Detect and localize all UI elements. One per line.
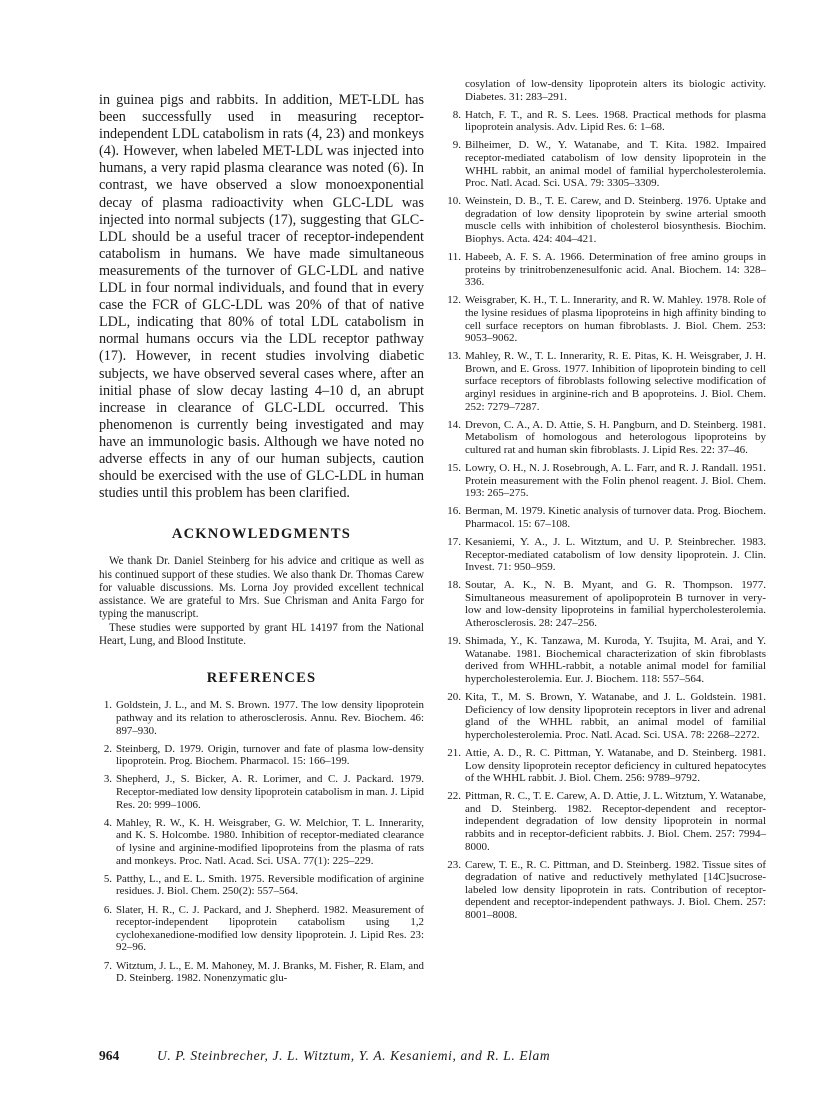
reference-number: 22. [447, 790, 461, 803]
reference-text: Attie, A. D., R. C. Pittman, Y. Watanabe, and D. Steinberg. 1981. Low density lipoprotein receptor deficiency in cultured hepatocytes of the WHHL rabbit. J. Biol. Chem. 256: 9789–9792. [465, 746, 766, 785]
reference-text: Drevon, C. A., A. D. Attie, S. H. Pangburn, and D. Steinberg. 1981. Metabolism of homologous and heterologous lipoproteins by cultured rat and human skin fibroblasts. J. Lipid Res. 22: 37–46. [465, 418, 766, 456]
reference-number: 13. [447, 350, 461, 363]
reference-number: 10. [447, 195, 461, 208]
reference-number: 6. [103, 903, 112, 916]
reference-text: Hatch, F. T., and R. S. Lees. 1968. Practical methods for plasma lipoprotein analysis. Adv. Lipid Res. 6: 1–68. [465, 108, 766, 134]
reference-text: Habeeb, A. F. S. A. 1966. Determination of free amino groups in proteins by trinitrobenzenesulfonic acid. Anal. Biochem. 14: 328–336. [465, 251, 766, 289]
reference-number: 3. [103, 773, 112, 786]
acknowledgments-paragraph: We thank Dr. Daniel Steinberg for his advice and critique as well as his continued support of these studies. We also thank Dr. Thomas Carew for valuable discussions. Ms. Lorna Joy provided excellent technical assistance. We are grateful to Mrs. Sue Chrisman and Anita Fargo for typing the manuscript. [99, 555, 424, 621]
reference-item [446, 505, 766, 530]
reference-text: Weinstein, D. B., T. E. Carew, and D. Steinberg. 1976. Uptake and degradation of low density lipoprotein by swine arterial smooth muscle cells with inhibition of cholesterol biosynthesis. Biochim. Biophys. Acta. 424: 404–421. [465, 195, 766, 246]
reference-number: 9. [452, 139, 461, 152]
reference-item [99, 960, 424, 985]
reference-text: Berman, M. 1979. Kinetic analysis of turnover data. Prog. Biochem. Pharmacol. 15: 67–108. [465, 505, 766, 530]
reference-number: 18. [447, 579, 461, 592]
left-column [99, 92, 424, 990]
reference-text: Patthy, L., and E. L. Smith. 1975. Reversible modification of arginine residues. J. Biol. Chem. 250(2): 557–564. [116, 872, 424, 898]
reference-number: 21. [447, 746, 461, 759]
reference-item [446, 691, 766, 741]
reference-number: 16. [447, 505, 461, 518]
reference-item [99, 873, 424, 898]
reference-text: Lowry, O. H., N. J. Rosebrough, A. L. Farr, and R. J. Randall. 1951. Protein measurement with the Folin phenol reagent. J. Biol. Chem. 193: 265–275. [465, 462, 766, 500]
reference-item [446, 294, 766, 344]
reference-item [446, 859, 766, 922]
reference-text: Mahley, R. W., T. L. Innerarity, R. E. Pitas, K. H. Weisgraber, J. H. Brown, and E. Gross. 1977. Inhibition of lipoprotein binding to cell surface receptors of fibroblasts following selective modification of arginyl residues in arginine-rich and B apoproteins. J. Biol. Chem. 252: 7279–7287. [465, 350, 766, 413]
reference-number: 8. [452, 108, 461, 121]
reference-item [446, 462, 766, 500]
reference-text: Goldstein, J. L., and M. S. Brown. 1977. The low density lipoprotein pathway and its relation to atherosclerosis. Annu. Rev. Biochem. 46: 897–930. [116, 699, 424, 737]
reference-number: 15. [447, 462, 461, 475]
reference-continued-text: cosylation of low-density lipoprotein alters its biologic activity. Diabetes. 31: 283–291. [465, 78, 766, 103]
body-paragraph: in guinea pigs and rabbits. In addition, MET-LDL has been successfully used in measuring receptor-independent LDL catabolism in rats (4, 23) and monkeys (4). However, when labeled MET-LDL was injected into humans, a very rapid plasma clearance was noted (6). In contrast, we have observed a slow monoexponential decay of plasma radioactivity when GLC-LDL was injected into normal subjects (17), suggesting that GLC-LDL should be a useful tracer of receptor-independent catabolism in humans. We have made simultaneous measurements of the turnover of GLC-LDL and native LDL in four normal individuals, and found that in every case the FCR of GLC-LDL was 20% of that of native LDL, indicating that 80% of total LDL catabolism in normal humans occurs via the LDL receptor pathway (17). However, in recent studies involving diabetic subjects, we have observed several cases where, after an initial phase of slow decay lasting 4–10 d, an abrupt increase in clearance of GLC-LDL occurred. This phenomenon is currently being investigated and may have an immunologic basis. Although we have noted no adverse effects in any of our human subjects, caution should be exercised with the use of GLC-LDL in human studies until this problem has been clarified. [99, 92, 424, 502]
reference-text: Shimada, Y., K. Tanzawa, M. Kuroda, Y. Tsujita, M. Arai, and Y. Watanabe. 1981. Biochemical characterization of skin fibroblasts derived from WHHL-rabbit, a notable animal model for familial hypercholesterolemia. Eur. J. Biochem. 118: 557–564. [465, 635, 766, 685]
references-heading: REFERENCES [206, 670, 317, 687]
reference-number: 2. [103, 742, 112, 755]
funding-paragraph: These studies were supported by grant HL 14197 from the National Heart, Lung, and Blood Institute. [99, 621, 424, 648]
reference-text: Weisgraber, K. H., T. L. Innerarity, and R. W. Mahley. 1978. Role of the lysine residues of plasma lipoproteins in high affinity binding to cell surface receptors on human fibroblasts. J. Biol. Chem. 253: 9053–9062. [465, 294, 766, 345]
reference-number: 11. [447, 251, 461, 264]
reference-item [446, 139, 766, 189]
reference-number: 17. [447, 536, 461, 548]
reference-number: 14. [447, 418, 461, 431]
reference-number: 5. [103, 872, 112, 885]
reference-text: Kita, T., M. S. Brown, Y. Watanabe, and J. L. Goldstein. 1981. Deficiency of low density lipoprotein receptors in liver and adrenal gland of the WHHL rabbit, an animal model of familial hypercholesterolemia. Proc. Natl. Acad. Sci. USA. 78: 2268–2272. [465, 691, 766, 741]
reference-item [446, 109, 766, 134]
reference-number: 1. [103, 699, 112, 712]
references-list-right [446, 109, 766, 922]
reference-text: Witztum, J. L., E. M. Mahoney, M. J. Branks, M. Fisher, R. Elam, and D. Steinberg. 1982. Nonenzymatic glu- [116, 959, 424, 985]
reference-item [446, 251, 766, 289]
reference-number: 4. [103, 816, 112, 829]
right-column [446, 78, 766, 927]
reference-item [446, 747, 766, 785]
reference-number: 23. [447, 858, 461, 871]
reference-item [446, 635, 766, 685]
reference-item [446, 579, 766, 629]
reference-item [446, 790, 766, 853]
reference-text: Kesaniemi, Y. A., J. L. Witztum, and U. P. Steinbrecher. 1983. Receptor-mediated catabolism of low density lipoprotein. J. Clin. Invest. 71: 950–959. [465, 536, 766, 574]
reference-number: 19. [447, 635, 461, 648]
reference-item [446, 195, 766, 245]
page-number: 964 [99, 1048, 120, 1063]
reference-number: 7. [103, 959, 112, 972]
reference-item [99, 817, 424, 867]
reference-item [446, 536, 766, 574]
reference-number: 12. [447, 294, 461, 307]
references-list-left [99, 699, 424, 984]
reference-text: Steinberg, D. 1979. Origin, turnover and fate of plasma low-density lipoprotein. Prog. Biochem. Pharmacol. 15: 166–199. [116, 742, 424, 768]
reference-item [99, 743, 424, 768]
reference-item [446, 419, 766, 457]
reference-item [99, 773, 424, 811]
reference-item [99, 699, 424, 737]
reference-number: 20. [447, 691, 461, 704]
reference-text: Slater, H. R., C. J. Packard, and J. Shepherd. 1982. Measurement of receptor-independent lipoprotein catabolism using 1,2 cyclohexanedione-modified low density lipoprotein. J. Lipid Res. 23: 92–96. [116, 903, 424, 954]
running-authors: U. P. Steinbrecher, J. L. Witztum, Y. A. Kesaniemi, and R. L. Elam [157, 1048, 551, 1063]
reference-item [99, 904, 424, 954]
reference-text: Mahley, R. W., K. H. Weisgraber, G. W. Melchior, T. L. Innerarity, and K. S. Holcombe. 1980. Inhibition of receptor-mediated clearance of lysine and arginine-modified lipoproteins from the plasma of rats and monkeys. Proc. Natl. Acad. Sci. USA. 77(1): 225–229. [116, 816, 424, 867]
reference-text: Bilheimer, D. W., Y. Watanabe, and T. Kita. 1982. Impaired receptor-mediated catabolism of low density lipoprotein in the WHHL rabbit, an animal model of familial hypercholesterolemia. Proc. Natl. Acad. Sci. USA. 79: 3305–3309. [465, 139, 766, 190]
reference-text: Soutar, A. K., N. B. Myant, and G. R. Thompson. 1977. Simultaneous measurement of apolipoprotein B turnover in very-low and low-density lipoproteins in familial hypercholesterolemia. Atherosclerosis. 28: 247–256. [465, 579, 766, 630]
acknowledgments-heading: ACKNOWLEDGMENTS [171, 526, 352, 543]
reference-item [446, 350, 766, 413]
reference-text: Carew, T. E., R. C. Pittman, and D. Steinberg. 1982. Tissue sites of degradation of native and reductively methylated [14C]sucrose-labeled low density lipoprotein in rats. Contribution of receptor-dependent and receptor-independent pathways. J. Biol. Chem. 257: 8001–8008. [465, 858, 766, 922]
reference-text: Pittman, R. C., T. E. Carew, A. D. Attie, J. L. Witztum, Y. Watanabe, and D. Steinberg. 1982. Receptor-dependent and receptor-independent degradation of low density lipoprotein in normal rabbits and in receptor-deficient rabbits. J. Biol. Chem. 257: 7994–8000. [465, 790, 766, 853]
reference-text: Shepherd, J., S. Bicker, A. R. Lorimer, and C. J. Packard. 1979. Receptor-mediated low density lipoprotein catabolism in man. J. Lipid Res. 20: 999–1006. [116, 773, 424, 811]
